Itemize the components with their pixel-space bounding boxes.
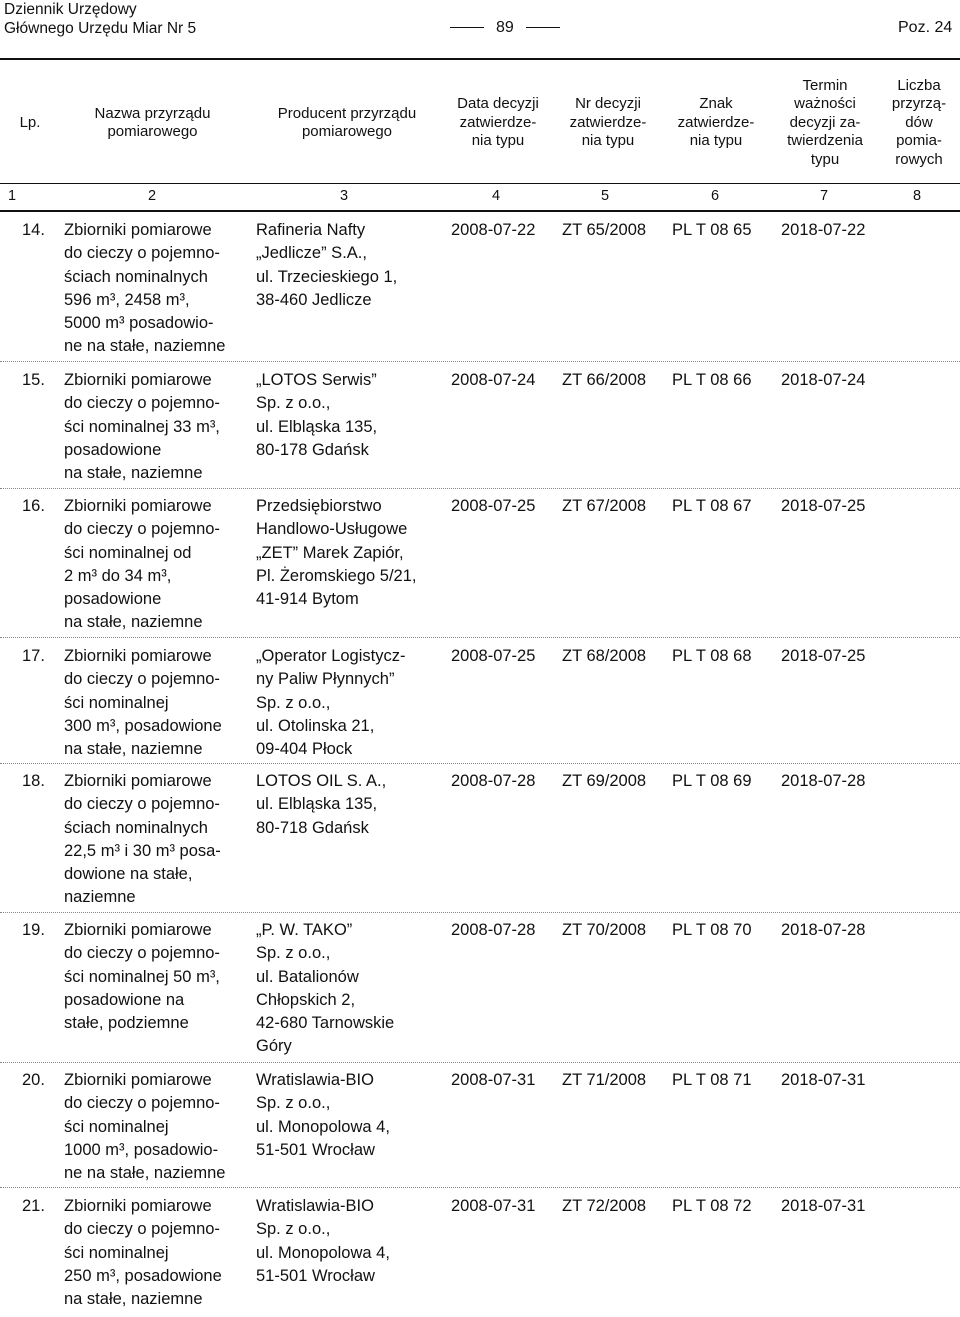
column-number: 4 xyxy=(492,188,501,204)
row-decision-number: ZT 66/2008 xyxy=(562,371,647,389)
row-validity-date: 2018-07-28 xyxy=(781,772,866,790)
table-top-rule xyxy=(0,58,960,60)
row-decision-number: ZT 71/2008 xyxy=(562,1071,647,1089)
row-lp: 16. xyxy=(22,497,45,515)
row-lp: 18. xyxy=(22,772,45,790)
row-decision-date: 2008-07-25 xyxy=(451,647,536,665)
row-producer: Przedsiębiorstwo Handlowo-Usługowe „ZET” Marek Zapiór, Pl. Żeromskiego 5/21, 41-914 Bytom xyxy=(256,497,417,609)
row-approval-mark: PL T 08 71 xyxy=(672,1071,752,1089)
row-approval-mark: PL T 08 67 xyxy=(672,497,752,515)
row-divider xyxy=(0,763,960,764)
row-instrument-name: Zbiorniki pomiarowe do cieczy o pojemno- ści nominalnej 33 m³, posadowione na stałe, naziemne xyxy=(64,371,220,483)
row-producer: Wratislawia-BIO Sp. z o.o., ul. Monopolowa 4, 51-501 Wrocław xyxy=(256,1071,390,1159)
row-decision-number: ZT 69/2008 xyxy=(562,772,647,790)
page-number-block xyxy=(438,19,572,37)
row-divider xyxy=(0,637,960,638)
row-validity-date: 2018-07-31 xyxy=(781,1197,866,1215)
row-instrument-name: Zbiorniki pomiarowe do cieczy o pojemno- ści nominalnej 300 m³, posadowione na stałe, naziemne xyxy=(64,647,222,759)
column-header-date: Data decyzji zatwierdze- nia typu xyxy=(457,95,539,150)
row-approval-mark: PL T 08 69 xyxy=(672,772,752,790)
column-header-lp: Lp. xyxy=(19,113,41,131)
row-decision-date: 2008-07-25 xyxy=(451,497,536,515)
row-lp: 15. xyxy=(22,371,45,389)
row-decision-number: ZT 65/2008 xyxy=(562,221,647,239)
column-number: 8 xyxy=(913,188,922,204)
row-validity-date: 2018-07-25 xyxy=(781,647,866,665)
row-divider xyxy=(0,912,960,913)
column-number: 3 xyxy=(340,188,349,204)
row-lp: 19. xyxy=(22,921,45,939)
row-decision-date: 2008-07-28 xyxy=(451,921,536,939)
row-validity-date: 2018-07-31 xyxy=(781,1071,866,1089)
row-validity-date: 2018-07-28 xyxy=(781,921,866,939)
row-producer: „LOTOS Serwis” Sp. z o.o., ul. Elbląska 135, 80-178 Gdańsk xyxy=(256,371,378,459)
row-decision-number: ZT 67/2008 xyxy=(562,497,647,515)
column-number: 2 xyxy=(148,188,157,204)
row-lp: 17. xyxy=(22,647,45,665)
row-divider xyxy=(0,1062,960,1063)
row-instrument-name: Zbiorniki pomiarowe do cieczy o pojemno- ści nominalnej 250 m³, posadowione na stałe, naziemne xyxy=(64,1197,222,1309)
row-validity-date: 2018-07-25 xyxy=(781,497,866,515)
column-number: 1 xyxy=(8,188,17,204)
column-header-liczba: Liczba przyrzą- dów pomia- rowych xyxy=(891,76,947,168)
column-header-nr: Nr decyzji zatwierdze- nia typu xyxy=(569,95,647,150)
column-header-znak: Znak zatwierdze- nia typu xyxy=(677,95,755,150)
row-decision-date: 2008-07-24 xyxy=(451,371,536,389)
row-producer: „Operator Logistycz- ny Paliw Płynnych” Sp. z o.o., ul. Otolinska 21, 09-404 Płock xyxy=(256,647,406,759)
row-decision-number: ZT 68/2008 xyxy=(562,647,647,665)
journal-title-line1: Dziennik Urzędowy xyxy=(4,1,137,18)
row-producer: „P. W. TAKO” Sp. z o.o., ul. Batalionów Chłopskich 2, 42-680 Tarnowskie Góry xyxy=(256,921,395,1056)
row-divider xyxy=(0,1187,960,1188)
row-producer: Wratislawia-BIO Sp. z o.o., ul. Monopolowa 4, 51-501 Wrocław xyxy=(256,1197,390,1285)
row-decision-date: 2008-07-28 xyxy=(451,772,536,790)
row-instrument-name: Zbiorniki pomiarowe do cieczy o pojemno- ści nominalnej od 2 m³ do 34 m³, posadowione na stałe, naziemne xyxy=(64,497,220,632)
row-approval-mark: PL T 08 70 xyxy=(672,921,752,939)
row-producer: LOTOS OIL S. A., ul. Elbląska 135, 80-718 Gdańsk xyxy=(256,772,387,837)
column-header-termin: Termin ważności decyzji za- twierdzenia typu xyxy=(787,76,863,168)
row-instrument-name: Zbiorniki pomiarowe do cieczy o pojemno- ści nominalnej 1000 m³, posadowio- ne na stałe, naziemne xyxy=(64,1071,226,1183)
column-header-producer: Producent przyrządu pomiarowego xyxy=(277,104,417,140)
row-decision-date: 2008-07-31 xyxy=(451,1071,536,1089)
row-approval-mark: PL T 08 72 xyxy=(672,1197,752,1215)
position-number: Poz. 24 xyxy=(898,19,953,36)
row-lp: 20. xyxy=(22,1071,45,1089)
row-validity-date: 2018-07-22 xyxy=(781,221,866,239)
column-number: 5 xyxy=(601,188,610,204)
row-lp: 21. xyxy=(22,1197,45,1215)
column-number: 6 xyxy=(711,188,720,204)
row-instrument-name: Zbiorniki pomiarowe do cieczy o pojemno- ściach nominalnych 596 m³, 2458 m³, 5000 m³ posadowio- ne na stałe, naziemne xyxy=(64,221,226,356)
row-decision-number: ZT 72/2008 xyxy=(562,1197,647,1215)
header-rule xyxy=(0,183,960,184)
column-numbers-rule xyxy=(0,210,960,212)
journal-title-line2: Głównego Urzędu Miar Nr 5 xyxy=(4,20,197,37)
row-instrument-name: Zbiorniki pomiarowe do cieczy o pojemno- ściach nominalnych 22,5 m³ i 30 m³ posa- dowione na stałe, naziemne xyxy=(64,772,221,907)
row-divider xyxy=(0,488,960,489)
row-approval-mark: PL T 08 65 xyxy=(672,221,752,239)
row-decision-number: ZT 70/2008 xyxy=(562,921,647,939)
row-decision-date: 2008-07-22 xyxy=(451,221,536,239)
divider xyxy=(450,27,484,28)
row-lp: 14. xyxy=(22,221,45,239)
journal-title xyxy=(4,0,196,38)
row-validity-date: 2018-07-24 xyxy=(781,371,866,389)
row-approval-mark: PL T 08 66 xyxy=(672,371,752,389)
column-header-name: Nazwa przyrządu pomiarowego xyxy=(94,104,211,140)
row-approval-mark: PL T 08 68 xyxy=(672,647,752,665)
page-number: 89 xyxy=(496,19,514,36)
column-number: 7 xyxy=(820,188,829,204)
row-instrument-name: Zbiorniki pomiarowe do cieczy o pojemno- ści nominalnej 50 m³, posadowione na stałe, podziemne xyxy=(64,921,220,1033)
row-divider xyxy=(0,361,960,362)
divider xyxy=(526,27,560,28)
row-producer: Rafineria Nafty „Jedlicze” S.A., ul. Trzecieskiego 1, 38-460 Jedlicze xyxy=(256,221,398,309)
row-decision-date: 2008-07-31 xyxy=(451,1197,536,1215)
